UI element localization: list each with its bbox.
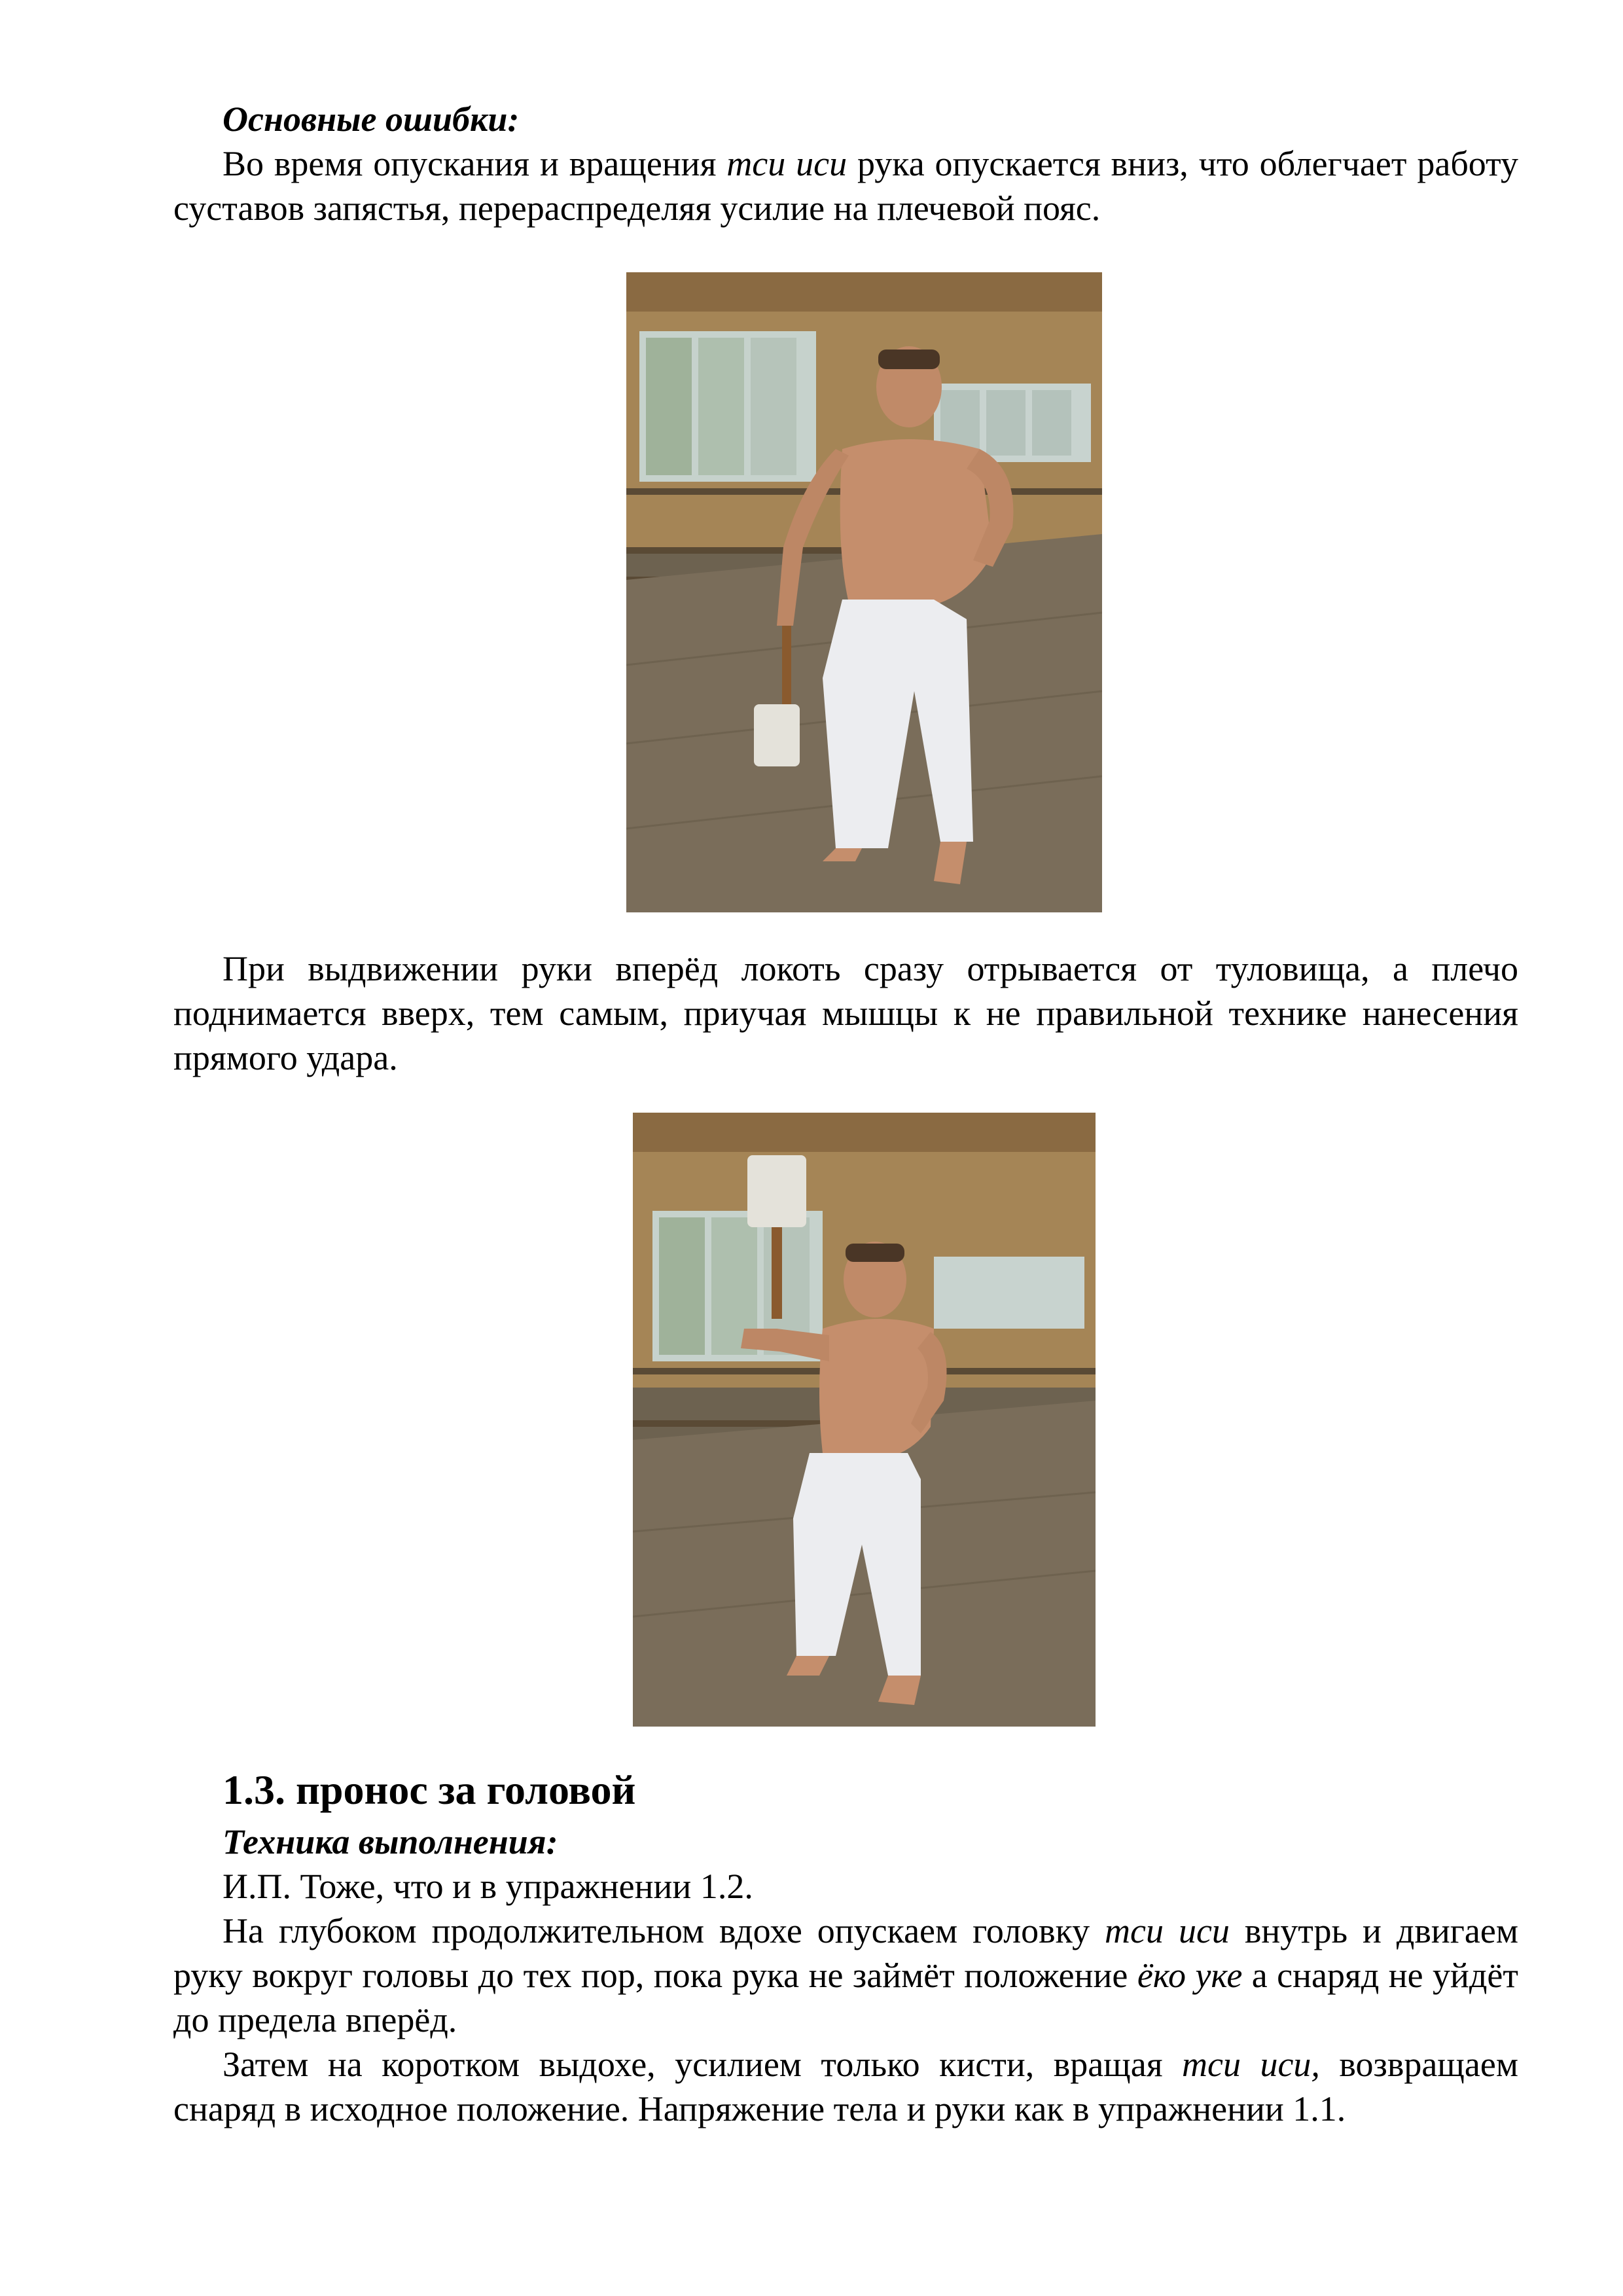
term-yoko-uke: ёко уке <box>1137 1956 1243 1995</box>
errors-heading: Основные ошибки: <box>223 99 520 139</box>
errors-paragraph-2: При выдвижении руки вперёд локоть сразу отрывается от туловища, а плечо поднимается вверх, тем самым, приучая мышцы к не правильной технике нанесения прямого удара. <box>173 949 1518 1077</box>
starting-position-paragraph: И.П. Тоже, что и в упражнении 1.2. <box>223 1867 753 1906</box>
inhale-paragraph: На глубоком продолжительном вдохе опускаем головку тси иси внутрь и двигаем руку вокруг головы до тех пор, пока рука не займёт положение ёко уке а снаряд не уйдёт до предела вперёд. <box>173 1911 1519 2039</box>
term-tsi-ishi: тси иси, <box>1182 2045 1320 2084</box>
photo-arm-lowered <box>626 272 1102 912</box>
errors-paragraph-1: Во время опускания и вращения тси иси рука опускается вниз, что облегчает работу суставов запястья, перераспределяя усилие на плечевой пояс. <box>173 144 1518 228</box>
technique-subheading: Техника выполнения: <box>223 1822 558 1861</box>
photo-arm-extended-illustration <box>633 1113 1096 1727</box>
section-1-3-body <box>173 1864 1518 2131</box>
term-tsi-ishi: тси иси <box>726 144 847 183</box>
exhale-paragraph: Затем на коротком выдохе, усилием только кисти, вращая тси иси, возвращаем снаряд в исходное положение. Напряжение тела и руки как в упражнении 1.1. <box>173 2045 1518 2128</box>
term-tsi-ishi: тси иси <box>1105 1911 1230 1950</box>
photo-arm-extended <box>633 1113 1096 1727</box>
photo-arm-lowered-illustration <box>626 272 1102 912</box>
section-title-1-3: 1.3. пронос за головой <box>223 1767 636 1813</box>
